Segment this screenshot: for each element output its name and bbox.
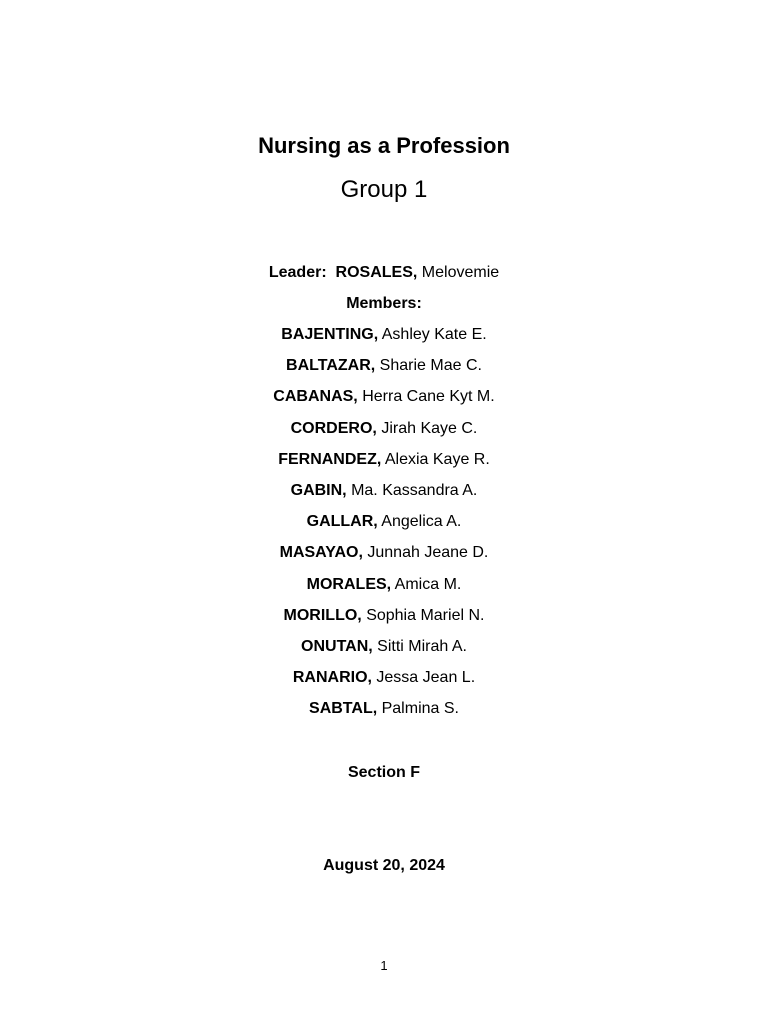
member-surname: RANARIO, xyxy=(292,669,372,687)
member-surname: FERNANDEZ, xyxy=(278,450,382,468)
member-item xyxy=(0,481,768,512)
member-item xyxy=(0,699,768,730)
member-given-name: Amica M. xyxy=(394,575,462,593)
group-name: Group 1 xyxy=(340,176,428,203)
member-item xyxy=(0,543,768,574)
member-given-name: Herra Cane Kyt M. xyxy=(362,388,495,406)
leader-line xyxy=(0,263,768,283)
member-surname: GABIN, xyxy=(290,481,347,499)
member-surname: SABTAL, xyxy=(309,700,378,718)
member-given-name: Jessa Jean L. xyxy=(376,669,476,687)
member-item xyxy=(0,450,768,481)
member-item xyxy=(0,419,768,450)
member-surname: MORALES, xyxy=(306,575,392,593)
member-surname: CORDERO, xyxy=(290,419,377,437)
members-list xyxy=(0,325,768,730)
member-surname: MASAYAO, xyxy=(279,544,363,562)
member-item xyxy=(0,668,768,699)
member-item xyxy=(0,325,768,356)
member-given-name: Palmina S. xyxy=(381,700,459,718)
member-surname: ONUTAN, xyxy=(301,637,373,655)
section-label: Section F xyxy=(347,764,420,781)
member-given-name: Alexia Kaye R. xyxy=(384,450,490,468)
members-label: Members: xyxy=(346,295,422,312)
page-number: 1 xyxy=(380,958,388,973)
member-given-name: Sophia Mariel N. xyxy=(366,606,485,624)
member-surname: CABANAS, xyxy=(273,388,358,406)
leader-given-name: Melovemie xyxy=(421,264,500,281)
member-item xyxy=(0,387,768,418)
leader-surname: ROSALES, xyxy=(335,264,418,281)
member-item xyxy=(0,512,768,543)
member-item xyxy=(0,575,768,606)
member-given-name: Sharie Mae C. xyxy=(379,357,482,375)
member-given-name: Angelica A. xyxy=(381,513,462,531)
member-surname: MORILLO, xyxy=(283,606,362,624)
document-date: August 20, 2024 xyxy=(323,857,445,874)
member-given-name: Ashley Kate E. xyxy=(381,326,487,343)
leader-label: Leader: xyxy=(268,264,327,281)
member-given-name: Jirah Kaye C. xyxy=(381,419,478,437)
member-surname: GALLAR, xyxy=(306,513,378,531)
member-given-name: Ma. Kassandra A. xyxy=(351,481,478,499)
document-title: Nursing as a Profession xyxy=(258,133,510,158)
member-item xyxy=(0,637,768,668)
member-given-name: Junnah Jeane D. xyxy=(367,544,489,562)
member-surname: BALTAZAR, xyxy=(286,357,376,375)
member-given-name: Sitti Mirah A. xyxy=(377,637,467,655)
member-surname: BAJENTING, xyxy=(281,326,379,343)
member-item xyxy=(0,606,768,637)
member-item xyxy=(0,356,768,387)
